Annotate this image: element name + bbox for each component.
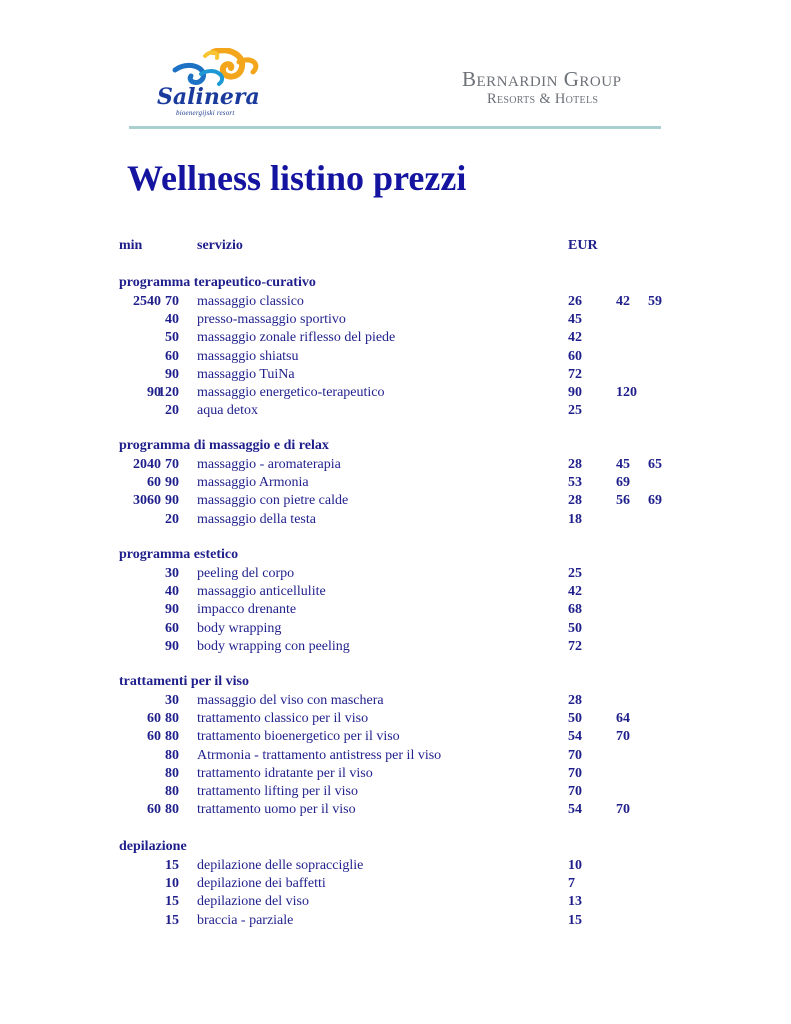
duration-min: 80 [165,765,179,781]
service-name: peeling del corpo [197,566,295,581]
price-eur: 64 [616,711,630,727]
table-row [0,348,791,366]
price-eur: 56 [616,493,630,509]
service-name: trattamento classico per il viso [197,711,369,727]
duration-min: 120 [158,385,179,400]
service-name: massaggio zonale riflesso del piede [197,330,396,346]
price-eur: 42 [568,330,582,346]
duration-min: 20 [165,403,179,419]
svg-text:Salinera: Salinera [157,84,260,110]
duration-min: 25 [133,294,147,309]
table-row [0,492,791,510]
service-name: trattamento lifting per il viso [197,784,358,799]
duration-min: 20 [133,457,147,472]
duration-min: 80 [165,802,179,818]
service-name: trattamento bioenergetico per il viso [197,729,400,745]
price-eur: 26 [568,294,582,309]
price-eur: 70 [616,729,630,745]
duration-min: 30 [165,566,179,581]
group-subtitle: Resorts & Hotels [487,91,599,107]
table-row [0,311,791,329]
table-row [0,601,791,619]
table-row [0,747,791,765]
table-row [0,728,791,746]
price-eur: 25 [568,566,582,581]
duration-min: 90 [165,475,179,491]
table-row [0,366,791,384]
service-name: trattamento uomo per il viso [197,802,356,818]
table-row [0,329,791,347]
price-eur: 59 [648,294,662,309]
duration-min: 60 [147,493,161,509]
group-name: Bernardin Group [462,67,622,91]
table-row [0,620,791,638]
duration-min: 40 [147,457,161,472]
duration-min: 60 [147,475,161,491]
service-name: presso-massaggio sportivo [197,312,346,328]
price-eur: 90 [568,385,582,400]
table-row [0,893,791,911]
service-name: massaggio classico [197,294,304,309]
service-name: massaggio anticellulite [197,584,326,600]
service-name: impacco drenante [197,602,297,618]
table-row [0,384,791,402]
price-eur: 72 [568,366,582,382]
duration-min: 30 [165,693,179,708]
price-eur: 45 [616,457,630,472]
price-eur: 15 [568,912,582,928]
section-heading: programma terapeutico-curativo [119,275,316,290]
price-eur: 70 [568,765,582,781]
price-eur: 70 [568,747,582,763]
logo-tagline: bioenergijski resort [176,109,235,117]
duration-min: 70 [165,457,179,472]
bernardin-group-wordmark [462,68,621,108]
service-name: body wrapping con peeling [197,638,350,654]
duration-min: 80 [165,784,179,799]
service-name: massaggio della testa [197,511,316,527]
duration-min: 60 [165,620,179,636]
duration-min: 30 [133,493,147,509]
column-min: min [119,238,143,253]
service-name: trattamento idratante per il viso [197,765,373,781]
price-eur: 25 [568,403,582,419]
table-row [0,801,791,819]
duration-min: 10 [165,876,179,892]
section-heading: trattamenti per il viso [119,674,249,689]
duration-min: 40 [147,294,161,309]
price-eur: 54 [568,802,582,818]
table-row [0,692,791,710]
table-row [0,783,791,801]
table-row [0,638,791,656]
duration-min: 90 [165,493,179,509]
duration-min: 90 [165,602,179,618]
price-eur: 7 [568,876,575,892]
duration-min: 60 [147,802,161,818]
duration-min: 60 [147,729,161,745]
service-name: body wrapping [197,620,282,636]
section-heading: programma di massaggio e di relax [119,438,329,453]
price-eur: 70 [616,802,630,818]
service-name: depilazione delle sopracciglie [197,858,364,873]
table-row [0,293,791,311]
price-eur: 54 [568,729,582,745]
price-eur: 69 [648,493,662,509]
price-eur: 28 [568,693,582,708]
price-eur: 13 [568,894,582,910]
duration-min: 90 [147,385,161,400]
table-row [0,857,791,875]
table-row [0,511,791,529]
price-eur: 120 [616,385,637,400]
service-name: massaggio del viso con maschera [197,693,384,708]
price-eur: 10 [568,858,582,873]
duration-min: 15 [165,912,179,928]
price-eur: 68 [568,602,582,618]
duration-min: 80 [165,711,179,727]
service-name: massaggio Armonia [197,475,309,491]
duration-min: 80 [165,747,179,763]
column-eur: EUR [568,238,598,253]
price-eur: 28 [568,493,582,509]
price-eur: 42 [616,294,630,309]
table-row [0,912,791,930]
column-headers [0,237,791,255]
duration-min: 60 [147,711,161,727]
duration-min: 40 [165,584,179,600]
service-name: massaggio TuiNa [197,366,295,382]
service-name: aqua detox [197,403,259,419]
table-row [0,474,791,492]
price-eur: 60 [568,348,582,364]
service-name: depilazione dei baffetti [197,876,326,892]
duration-min: 15 [165,894,179,910]
service-name: depilazione del viso [197,894,309,910]
duration-min: 90 [165,366,179,382]
price-eur: 65 [648,457,662,472]
price-eur: 42 [568,584,582,600]
service-name: braccia - parziale [197,912,294,928]
duration-min: 80 [165,729,179,745]
service-name: Atrmonia - trattamento antistress per il viso [197,747,442,763]
service-name: massaggio shiatsu [197,348,299,364]
duration-min: 90 [165,638,179,654]
price-eur: 69 [616,475,630,491]
service-name: massaggio energetico-terapeutico [197,385,385,400]
column-servizio: servizio [197,238,243,253]
price-eur: 72 [568,638,582,654]
table-row [0,710,791,728]
price-eur: 18 [568,511,582,527]
table-row [0,875,791,893]
table-row [0,456,791,474]
section-heading: programma estetico [119,547,239,562]
price-eur: 53 [568,475,582,491]
price-eur: 50 [568,711,582,727]
table-row [0,583,791,601]
header-divider [129,126,661,129]
table-row [0,765,791,783]
price-eur: 28 [568,457,582,472]
duration-min: 40 [165,312,179,328]
duration-min: 50 [165,330,179,346]
price-eur: 70 [568,784,582,799]
table-row [0,565,791,583]
section-heading: depilazione [119,839,187,854]
duration-min: 70 [165,294,179,309]
service-name: massaggio - aromaterapia [197,457,341,472]
page-title: Wellness listino prezzi [127,158,467,198]
duration-min: 20 [165,511,179,527]
service-name: massaggio con pietre calde [197,493,349,509]
duration-min: 15 [165,858,179,873]
duration-min: 60 [165,348,179,364]
table-row [0,402,791,420]
price-eur: 45 [568,312,582,328]
price-eur: 50 [568,620,582,636]
